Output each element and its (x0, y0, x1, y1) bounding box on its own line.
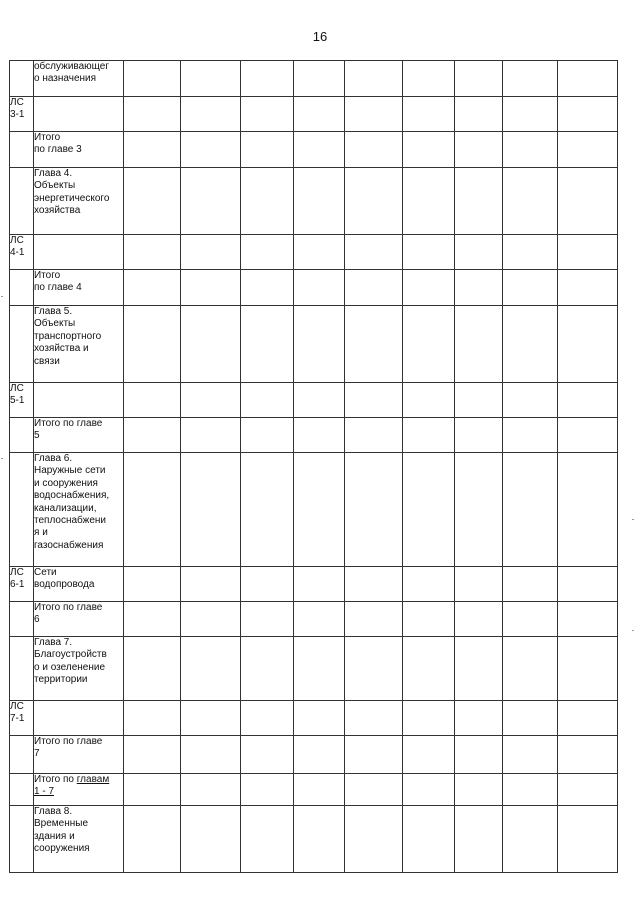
empty-value-cell (294, 637, 345, 701)
empty-value-cell (294, 701, 345, 736)
empty-value-cell (124, 383, 181, 418)
empty-value-cell (403, 774, 455, 806)
work-name-cell: Итого по главе 3 (34, 132, 124, 168)
empty-value-cell (241, 602, 294, 637)
empty-value-cell (345, 453, 403, 567)
work-name-cell: Глава 5. Объекты транспортного хозяйства и связи (34, 306, 124, 383)
empty-value-cell (503, 602, 558, 637)
work-name-cell (34, 235, 124, 270)
empty-value-cell (345, 235, 403, 270)
empty-value-cell (294, 235, 345, 270)
estimate-code-cell: ЛС 7-1 (10, 701, 34, 736)
empty-value-cell (503, 306, 558, 383)
empty-value-cell (503, 736, 558, 774)
empty-value-cell (181, 453, 241, 567)
estimate-code-cell (10, 806, 34, 873)
empty-value-cell (294, 97, 345, 132)
work-name-cell (34, 383, 124, 418)
empty-value-cell (403, 418, 455, 453)
estimate-code-cell (10, 168, 34, 235)
empty-value-cell (294, 383, 345, 418)
work-name-cell: Глава 7. Благоустройств о и озеленение территории (34, 637, 124, 701)
empty-value-cell (403, 736, 455, 774)
empty-value-cell (403, 235, 455, 270)
empty-value-cell (294, 306, 345, 383)
empty-value-cell (181, 270, 241, 306)
empty-value-cell (455, 637, 503, 701)
estimate-code-cell (10, 774, 34, 806)
empty-value-cell (241, 383, 294, 418)
empty-value-cell (345, 168, 403, 235)
work-name-cell (34, 701, 124, 736)
empty-value-cell (345, 383, 403, 418)
empty-value-cell (558, 235, 618, 270)
empty-value-cell (294, 806, 345, 873)
table-row (10, 602, 618, 637)
empty-value-cell (403, 701, 455, 736)
estimate-code-cell (10, 132, 34, 168)
empty-value-cell (455, 97, 503, 132)
empty-value-cell (558, 567, 618, 602)
work-name-cell: Глава 4. Объекты энергетического хозяйства (34, 168, 124, 235)
empty-value-cell (558, 270, 618, 306)
table-row (10, 61, 618, 97)
empty-value-cell (241, 97, 294, 132)
empty-value-cell (241, 168, 294, 235)
estimate-code-cell (10, 306, 34, 383)
empty-value-cell (124, 235, 181, 270)
empty-value-cell (241, 774, 294, 806)
empty-value-cell (241, 453, 294, 567)
empty-value-cell (124, 774, 181, 806)
table-row (10, 567, 618, 602)
table-row (10, 736, 618, 774)
empty-value-cell (558, 97, 618, 132)
empty-value-cell (558, 774, 618, 806)
empty-value-cell (345, 806, 403, 873)
empty-value-cell (455, 270, 503, 306)
empty-value-cell (124, 132, 181, 168)
empty-value-cell (345, 774, 403, 806)
empty-value-cell (345, 701, 403, 736)
estimate-code-cell (10, 61, 34, 97)
empty-value-cell (558, 701, 618, 736)
estimate-table (9, 60, 618, 873)
empty-value-cell (503, 270, 558, 306)
empty-value-cell (403, 270, 455, 306)
empty-value-cell (455, 168, 503, 235)
empty-value-cell (294, 270, 345, 306)
empty-value-cell (503, 383, 558, 418)
empty-value-cell (503, 61, 558, 97)
work-name-cell: обслуживающег о назначения (34, 61, 124, 97)
table-row (10, 453, 618, 567)
empty-value-cell (124, 418, 181, 453)
empty-value-cell (503, 97, 558, 132)
empty-value-cell (294, 602, 345, 637)
table-row (10, 418, 618, 453)
work-name-cell: Сети водопровода (34, 567, 124, 602)
empty-value-cell (345, 736, 403, 774)
empty-value-cell (345, 97, 403, 132)
empty-value-cell (455, 567, 503, 602)
empty-value-cell (455, 806, 503, 873)
empty-value-cell (241, 567, 294, 602)
empty-value-cell (503, 168, 558, 235)
empty-value-cell (294, 567, 345, 602)
empty-value-cell (124, 453, 181, 567)
empty-value-cell (345, 602, 403, 637)
estimate-code-cell (10, 453, 34, 567)
empty-value-cell (455, 736, 503, 774)
work-name-cell (34, 97, 124, 132)
empty-value-cell (455, 602, 503, 637)
empty-value-cell (558, 637, 618, 701)
empty-value-cell (241, 701, 294, 736)
empty-value-cell (345, 567, 403, 602)
empty-value-cell (503, 418, 558, 453)
scan-speck (632, 630, 634, 631)
empty-value-cell (403, 97, 455, 132)
empty-value-cell (403, 306, 455, 383)
empty-value-cell (124, 736, 181, 774)
table-row (10, 806, 618, 873)
empty-value-cell (294, 168, 345, 235)
table-row (10, 168, 618, 235)
page-number: 16 (312, 29, 328, 44)
empty-value-cell (403, 806, 455, 873)
empty-value-cell (403, 383, 455, 418)
empty-value-cell (403, 168, 455, 235)
empty-value-cell (558, 806, 618, 873)
table-row (10, 383, 618, 418)
empty-value-cell (241, 61, 294, 97)
empty-value-cell (124, 97, 181, 132)
empty-value-cell (345, 270, 403, 306)
empty-value-cell (241, 418, 294, 453)
empty-value-cell (241, 806, 294, 873)
work-name-cell: Итого по главе 4 (34, 270, 124, 306)
empty-value-cell (294, 132, 345, 168)
empty-value-cell (181, 168, 241, 235)
scan-speck (1, 458, 3, 459)
empty-value-cell (345, 306, 403, 383)
empty-value-cell (403, 61, 455, 97)
estimate-code-cell: ЛС 5-1 (10, 383, 34, 418)
empty-value-cell (403, 602, 455, 637)
table-row (10, 701, 618, 736)
scan-speck (1, 296, 3, 297)
table-row (10, 306, 618, 383)
empty-value-cell (558, 453, 618, 567)
empty-value-cell (455, 453, 503, 567)
empty-value-cell (455, 61, 503, 97)
empty-value-cell (503, 774, 558, 806)
scan-speck (632, 519, 634, 520)
empty-value-cell (345, 418, 403, 453)
empty-value-cell (241, 637, 294, 701)
empty-value-cell (294, 774, 345, 806)
work-name-cell: Итого по главе 7 (34, 736, 124, 774)
empty-value-cell (294, 453, 345, 567)
table-row (10, 774, 618, 806)
empty-value-cell (503, 701, 558, 736)
empty-value-cell (124, 806, 181, 873)
empty-value-cell (558, 418, 618, 453)
empty-value-cell (181, 235, 241, 270)
empty-value-cell (294, 61, 345, 97)
table-row (10, 132, 618, 168)
empty-value-cell (455, 774, 503, 806)
empty-value-cell (345, 132, 403, 168)
empty-value-cell (503, 132, 558, 168)
empty-value-cell (124, 306, 181, 383)
work-name-cell: Итого по главе 6 (34, 602, 124, 637)
empty-value-cell (558, 736, 618, 774)
empty-value-cell (455, 418, 503, 453)
empty-value-cell (503, 235, 558, 270)
empty-value-cell (124, 637, 181, 701)
empty-value-cell (181, 567, 241, 602)
work-name-cell (34, 774, 124, 806)
empty-value-cell (181, 602, 241, 637)
empty-value-cell (403, 637, 455, 701)
empty-value-cell (241, 270, 294, 306)
empty-value-cell (455, 132, 503, 168)
table-row (10, 270, 618, 306)
empty-value-cell (181, 306, 241, 383)
empty-value-cell (558, 132, 618, 168)
empty-value-cell (294, 418, 345, 453)
estimate-code-cell (10, 602, 34, 637)
underlined-chapter-range: 1 - 7 (34, 786, 55, 798)
empty-value-cell (124, 61, 181, 97)
empty-value-cell (503, 567, 558, 602)
empty-value-cell (181, 61, 241, 97)
table-row (10, 235, 618, 270)
empty-value-cell (558, 168, 618, 235)
empty-value-cell (124, 701, 181, 736)
empty-value-cell (345, 637, 403, 701)
estimate-code-cell (10, 418, 34, 453)
estimate-code-cell: ЛС 6-1 (10, 567, 34, 602)
empty-value-cell (558, 306, 618, 383)
empty-value-cell (241, 306, 294, 383)
empty-value-cell (294, 736, 345, 774)
empty-value-cell (455, 235, 503, 270)
empty-value-cell (181, 736, 241, 774)
empty-value-cell (241, 132, 294, 168)
empty-value-cell (124, 602, 181, 637)
empty-value-cell (503, 637, 558, 701)
work-name-cell: Итого по главе 5 (34, 418, 124, 453)
empty-value-cell (345, 61, 403, 97)
empty-value-cell (181, 806, 241, 873)
empty-value-cell (403, 567, 455, 602)
empty-value-cell (181, 97, 241, 132)
estimate-code-cell: ЛС 4-1 (10, 235, 34, 270)
estimate-code-cell (10, 637, 34, 701)
underlined-chapters-word: главам (76, 774, 110, 785)
empty-value-cell (241, 235, 294, 270)
table-row (10, 637, 618, 701)
estimate-code-cell (10, 270, 34, 306)
work-name-cell: Глава 6. Наружные сети и сооружения водоснабжения, канализации, теплоснабжени я и газоснабжения (34, 453, 124, 567)
empty-value-cell (241, 736, 294, 774)
empty-value-cell (558, 61, 618, 97)
empty-value-cell (181, 774, 241, 806)
empty-value-cell (181, 418, 241, 453)
empty-value-cell (181, 132, 241, 168)
empty-value-cell (181, 383, 241, 418)
empty-value-cell (124, 567, 181, 602)
empty-value-cell (403, 453, 455, 567)
empty-value-cell (503, 806, 558, 873)
estimate-code-cell: ЛС 3-1 (10, 97, 34, 132)
empty-value-cell (558, 383, 618, 418)
empty-value-cell (455, 383, 503, 418)
empty-value-cell (181, 637, 241, 701)
empty-value-cell (124, 270, 181, 306)
empty-value-cell (558, 602, 618, 637)
estimate-code-cell (10, 736, 34, 774)
empty-value-cell (455, 306, 503, 383)
table-row (10, 97, 618, 132)
empty-value-cell (403, 132, 455, 168)
empty-value-cell (181, 701, 241, 736)
empty-value-cell (455, 701, 503, 736)
work-name-cell: Глава 8. Временные здания и сооружения (34, 806, 124, 873)
empty-value-cell (503, 453, 558, 567)
empty-value-cell (124, 168, 181, 235)
total-label: Итого по (34, 774, 77, 785)
